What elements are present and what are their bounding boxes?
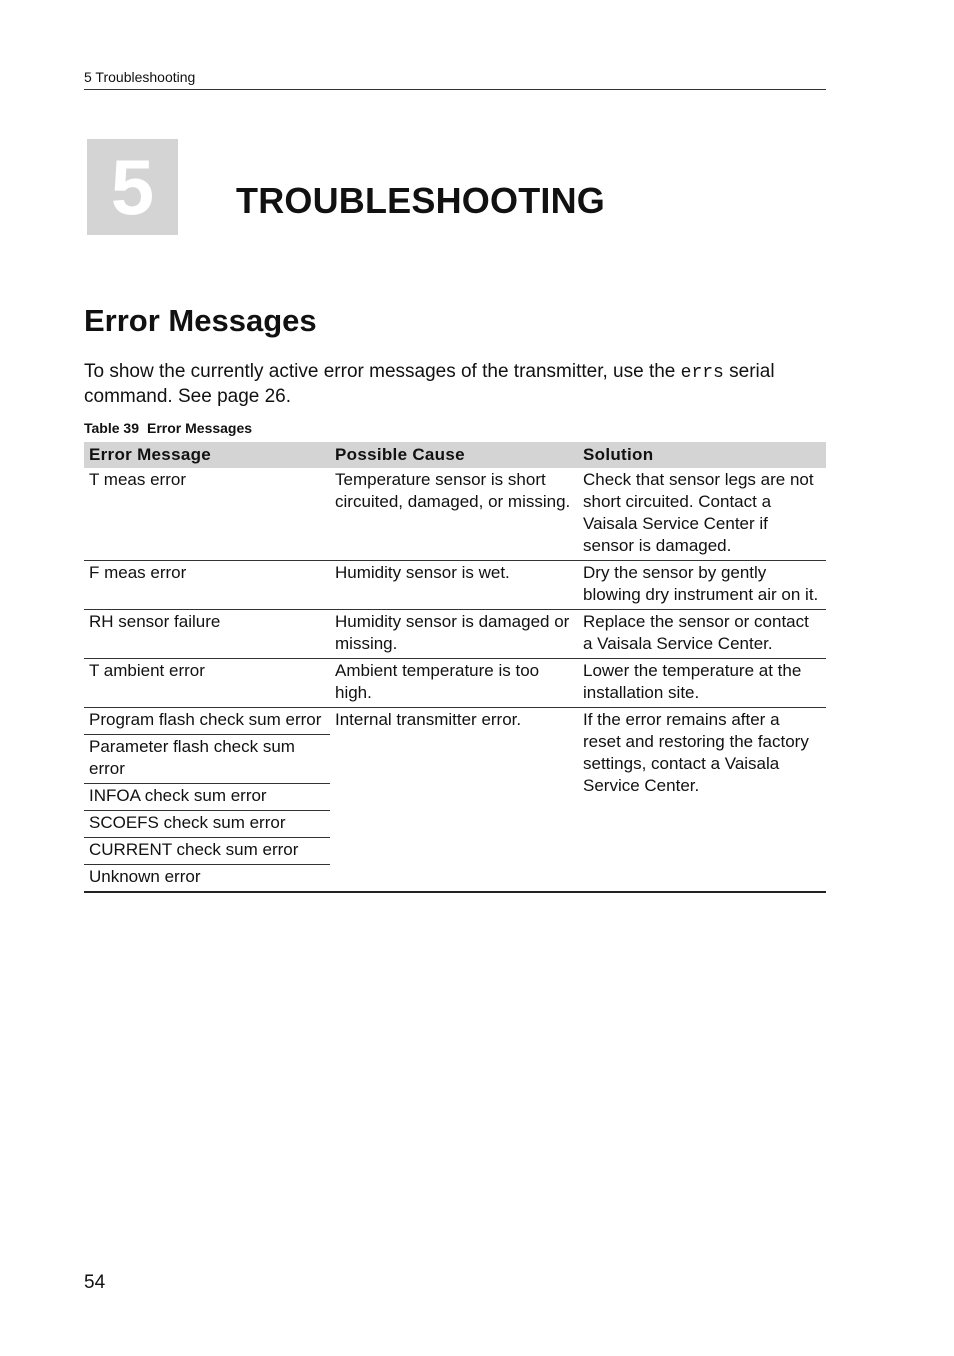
table-caption [84,420,252,436]
table-caption-title: Error Messages [147,420,253,436]
error-message-cell: Parameter flash check sum error [84,735,330,784]
table-row [84,659,826,708]
intro-text-before: To show the currently active error messages of the transmitter, use the [84,361,681,382]
table-row [84,561,826,610]
error-message-cell: RH sensor failure [84,610,330,659]
section-title: Error Messages [84,303,317,338]
header-solution: Solution [578,442,826,468]
error-message-cell: INFOA check sum error [84,784,330,811]
solution-cell: Lower the temperature at the installation site. [578,659,826,708]
intro-paragraph [84,360,826,408]
chapter-number: 5 [110,143,155,231]
intro-text-after: serial command. See page 26. [84,361,775,407]
cause-cell: Temperature sensor is short circuited, damaged, or missing. [330,468,578,561]
error-message-cell: Unknown error [84,865,330,893]
running-header: 5 Troubleshooting [84,69,826,90]
table-row [84,468,826,561]
header-possible-cause: Possible Cause [330,442,578,468]
solution-cell: Check that sensor legs are not short circuited. Contact a Vaisala Service Center if sensor is damaged. [578,468,826,561]
error-messages-table [84,442,826,893]
solution-cell: Dry the sensor by gently blowing dry instrument air on it. [578,561,826,610]
table-row [84,708,826,735]
error-message-cell: T ambient error [84,659,330,708]
error-message-cell: SCOEFS check sum error [84,811,330,838]
chapter-number-box [87,139,178,235]
header-error-message: Error Message [84,442,330,468]
cause-cell: Internal transmitter error. [330,708,578,893]
page-number: 54 [84,1272,106,1293]
error-message-cell: F meas error [84,561,330,610]
chapter-title: TROUBLESHOOTING [236,180,605,221]
solution-cell: If the error remains after a reset and restoring the factory settings, contact a Vaisala Service Center. [578,708,826,893]
table-caption-number: Table 39 [84,420,139,436]
cause-cell: Humidity sensor is damaged or missing. [330,610,578,659]
solution-cell: Replace the sensor or contact a Vaisala Service Center. [578,610,826,659]
cause-cell: Ambient temperature is too high. [330,659,578,708]
error-message-cell: T meas error [84,468,330,561]
cause-cell: Humidity sensor is wet. [330,561,578,610]
errs-command: errs [680,363,724,383]
error-message-cell: CURRENT check sum error [84,838,330,865]
table-header-row [84,442,826,468]
error-message-cell: Program flash check sum error [84,708,330,735]
table-row [84,610,826,659]
